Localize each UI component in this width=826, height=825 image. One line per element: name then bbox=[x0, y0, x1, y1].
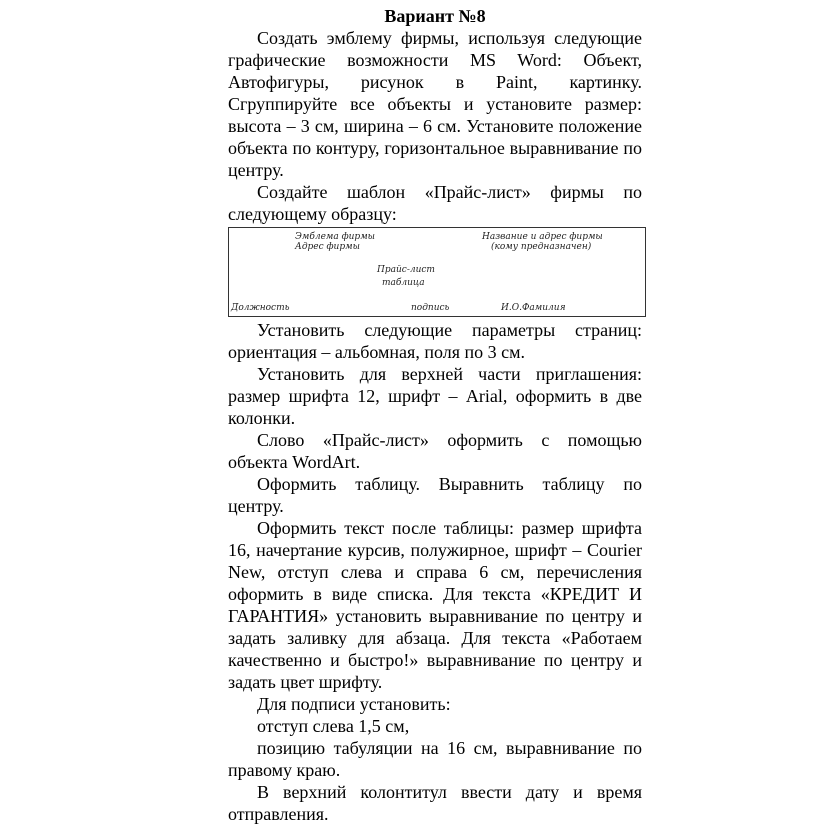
template-address-label: Адрес фирмы bbox=[295, 242, 360, 252]
document-page bbox=[228, 0, 642, 825]
template-recipient-label: (кому предназначен) bbox=[491, 242, 592, 252]
paragraph-top-section: Установить для верхней части приглашения: размер шрифта 12, шрифт – Arial, оформить в две колонки. bbox=[228, 364, 642, 428]
paragraph-header: В верхний колонтитул ввести дату и время отправления. bbox=[228, 782, 642, 824]
template-emblem-label: Эмблема фирмы bbox=[295, 232, 375, 242]
paragraph-table: Оформить таблицу. Выравнить таблицу по центру. bbox=[228, 474, 642, 516]
price-list-template-sample bbox=[228, 227, 646, 317]
paragraph-tab-position: позицию табуляции на 16 см, выравнивание по правому краю. bbox=[228, 738, 642, 780]
template-company-name-label: Название и адрес фирмы bbox=[482, 232, 603, 242]
template-position-label: Должность bbox=[231, 303, 290, 313]
paragraph-wordart: Слово «Прайс-лист» оформить с помощью объекта WordArt. bbox=[228, 430, 642, 472]
paragraph-text-after-table: Оформить текст после таблицы: размер шрифта 16, начертание курсив, полужирное, шрифт – Courier New, отступ слева и справа 6 см, перечисления оформить в виде списка. Для текста «КРЕДИТ И ГАРАНТИЯ» установить выравнивание по центру и задать заливку для абзаца. Для текста «Работаем качественно и быстро!» выравнивание по центру и задать цвет шрифту. bbox=[228, 518, 642, 692]
template-fullname-label: И.О.Фамилия bbox=[501, 303, 566, 313]
template-table-label: таблица bbox=[382, 278, 425, 288]
document-title: Вариант №8 bbox=[384, 6, 486, 26]
template-signature-label: подпись bbox=[411, 303, 450, 313]
paragraph-emblem: Создать эмблему фирмы, используя следующие графические возможности MS Word: Объект, Автофигуры, рисунок в Paint, картинку. Сгруппируйте все объекты и установите размер: высота – 3 см, ширина – 6 см. Установите положение объекта по контуру, горизонтальное выравнивание по центру. bbox=[228, 28, 642, 180]
template-price-list-label: Прайс-лист bbox=[377, 265, 435, 275]
paragraph-template-intro: Создайте шаблон «Прайс-лист» фирмы по следующему образцу: bbox=[228, 182, 642, 224]
paragraph-page-setup: Установить следующие параметры страниц: ориентация – альбомная, поля по 3 см. bbox=[228, 320, 642, 362]
paragraph-left-indent: отступ слева 1,5 см, bbox=[257, 716, 410, 736]
paragraph-signature-intro: Для подписи установить: bbox=[257, 694, 451, 714]
